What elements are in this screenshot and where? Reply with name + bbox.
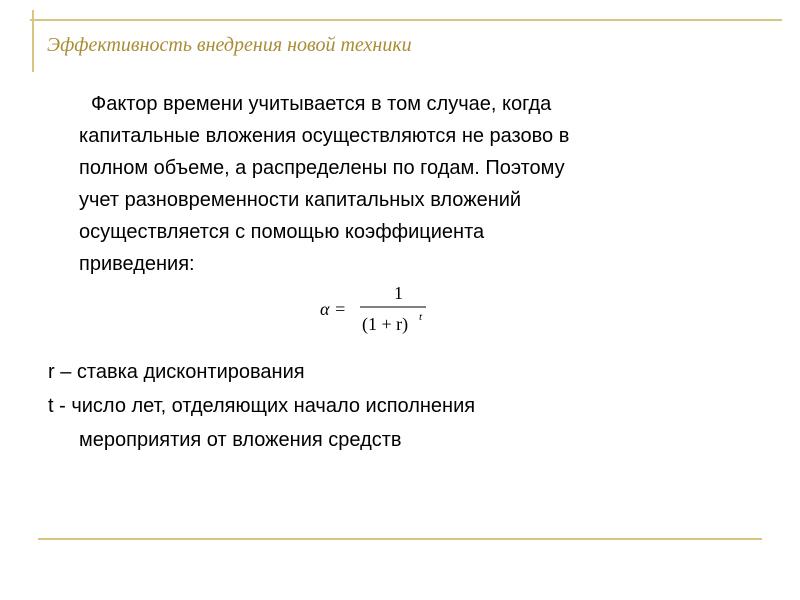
discount-formula [318,282,448,336]
formula-denominator: (1 + r) [362,314,409,334]
paragraph-line: приведения: [79,253,195,275]
paragraph [79,88,769,280]
formula-lhs: α = [320,299,347,319]
slide-title: Эффективность внедрения новой техники [47,34,412,56]
definition-t-continued: мероприятия от вложения средств [79,429,402,451]
top-divider [30,19,782,21]
formula-exponent: t [419,311,423,323]
formula-numerator: 1 [394,283,403,303]
paragraph-line: полном объеме, а распределены по годам. Поэтому [79,157,565,179]
left-accent-line [32,10,34,72]
paragraph-line: учет разновременности капитальных вложений [79,189,522,211]
definition-t: t - число лет, отделяющих начало исполнения [48,395,476,417]
definition-r: r – ставка дисконтирования [48,361,305,383]
definitions [48,355,768,457]
paragraph-line: осуществляется с помощью коэффициента [79,221,485,243]
paragraph-line: капитальные вложения осуществляются не разово в [79,125,570,147]
bottom-divider [38,538,762,540]
paragraph-line: Фактор времени учитывается в том случае, когда [91,93,552,115]
